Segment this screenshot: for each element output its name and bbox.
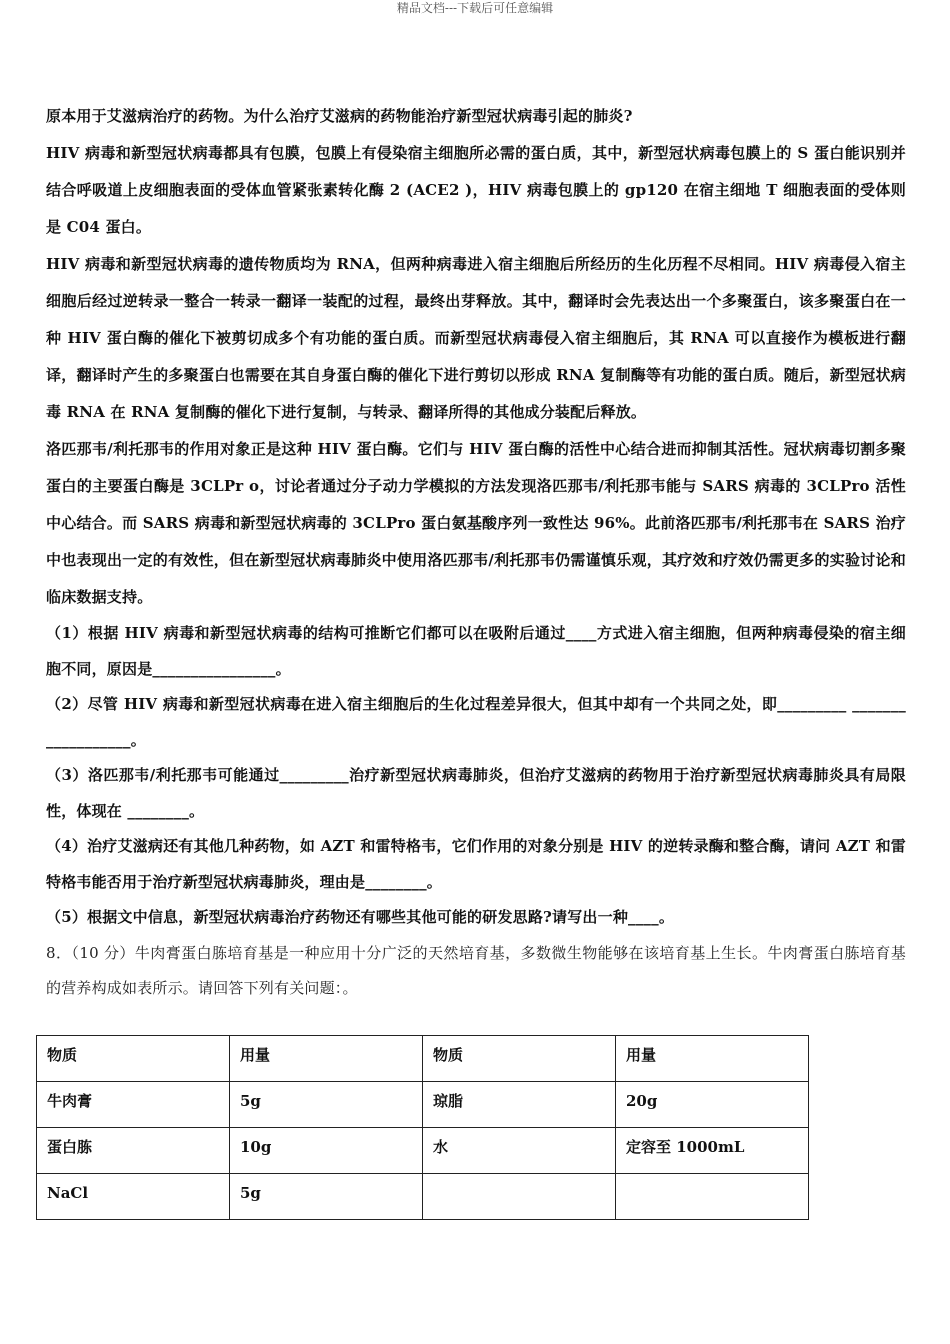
nutrient-table-wrapper	[36, 1035, 809, 1220]
table-cell: 定容至 1000mL	[616, 1128, 809, 1174]
document-body	[46, 98, 906, 1007]
table-cell	[423, 1174, 616, 1220]
paragraph: 洛匹那韦/利托那韦的作用对象正是这种 HIV 蛋白酶。它们与 HIV 蛋白酶的活性中心结合进而抑制其活性。冠状病毒切割多聚蛋白的主要蛋白酶是 3CLPr o，讨论者通过分子动力学模拟的方法发现洛匹那韦/利托那韦能与 SARS 病毒的 3CLPro 活性中心结合。而 SARS 病毒和新型冠状病毒的 3CLPro 蛋白氨基酸序列一致性达 96%。此前洛匹那韦/利托那韦在 SARS 治疗中也表现出一定的有效性，但在新型冠状病毒肺炎中使用洛匹那韦/利托那韦仍需谨慎乐观，其疗效和疗效仍需更多的实验讨论和临床数据支持。	[46, 440, 906, 606]
table-header-cell: 用量	[230, 1036, 423, 1082]
table-cell: 蛋白胨	[37, 1128, 230, 1174]
table-row	[37, 1174, 809, 1220]
page-header: 精品文档---下载后可任意编辑	[396, 1, 554, 15]
paragraph: HIV 病毒和新型冠状病毒的遗传物质均为 RNA，但两种病毒进入宿主细胞后所经历的生化历程不尽相同。HIV 病毒侵入宿主细胞后经过逆转录一整合一转录一翻译一装配的过程，最终出芽释放。其中，翻译时会先表达出一个多聚蛋白，该多聚蛋白在一种 HIV 蛋白酶的催化下被剪切成多个有功能的蛋白质。而新型冠状病毒侵入宿主细胞后，其 RNA 可以直接作为模板进行翻译，翻译时产生的多聚蛋白也需要在其自身蛋白酶的催化下进行剪切以形成 RNA 复制酶等有功能的蛋白质。随后，新型冠状病毒 RNA 在 RNA 复制酶的催化下进行复制，与转录、翻译所得的其他成分装配后释放。	[46, 255, 906, 421]
table-row	[37, 1082, 809, 1128]
table-cell: 5g	[230, 1174, 423, 1220]
table-header-cell: 用量	[616, 1036, 809, 1082]
table-header-row	[37, 1036, 809, 1082]
table-cell: 水	[423, 1128, 616, 1174]
table-row	[37, 1128, 809, 1174]
question-2: （2）尽管 HIV 病毒和新型冠状病毒在进入宿主细胞后的生化过程差异很大，但其中却有一个共同之处，即_________ __________________。	[46, 695, 906, 749]
paragraph: 原本用于艾滋病治疗的药物。为什么治疗艾滋病的药物能治疗新型冠状病毒引起的肺炎?	[46, 107, 633, 125]
question-1: （1）根据 HIV 病毒和新型冠状病毒的结构可推断它们都可以在吸附后通过____方式进入宿主细胞，但两种病毒侵染的宿主细胞不同，原因是________________。	[46, 624, 906, 678]
table-cell	[616, 1174, 809, 1220]
table-cell: 20g	[616, 1082, 809, 1128]
table-cell: 琼脂	[423, 1082, 616, 1128]
table-header-cell: 物质	[37, 1036, 230, 1082]
table-cell: 牛肉膏	[37, 1082, 230, 1128]
question-3: （3）洛匹那韦/利托那韦可能通过_________治疗新型冠状病毒肺炎，但治疗艾滋病的药物用于治疗新型冠状病毒肺炎具有局限性，体现在 ________。	[46, 766, 906, 820]
question-8: 8．（10 分）牛肉膏蛋白胨培育基是一种应用十分广泛的天然培育基，多数微生物能够在该培育基上生长。牛肉膏蛋白胨培育基的营养构成如表所示。请回答下列有关问题：。	[46, 943, 906, 997]
paragraph: HIV 病毒和新型冠状病毒都具有包膜，包膜上有侵染宿主细胞所必需的蛋白质，其中，新型冠状病毒包膜上的 S 蛋白能识别并结合呼吸道上皮细胞表面的受体血管紧张素转化酶 2 (ACE2 )，HIV 病毒包膜上的 gp120 在宿主细地 T 细胞表面的受体则是 C04 蛋白。	[46, 144, 906, 236]
question-5: （5）根据文中信息，新型冠状病毒治疗药物还有哪些其他可能的研发思路?请写出一种____。	[46, 908, 675, 926]
table-cell: NaCl	[37, 1174, 230, 1220]
table-header-cell: 物质	[423, 1036, 616, 1082]
question-4: （4）治疗艾滋病还有其他几种药物，如 AZT 和雷特格韦，它们作用的对象分别是 HIV 的逆转录酶和整合酶，请问 AZT 和雷特格韦能否用于治疗新型冠状病毒肺炎，理由是________。	[46, 837, 906, 891]
nutrient-table	[36, 1035, 809, 1220]
table-cell: 5g	[230, 1082, 423, 1128]
table-cell: 10g	[230, 1128, 423, 1174]
